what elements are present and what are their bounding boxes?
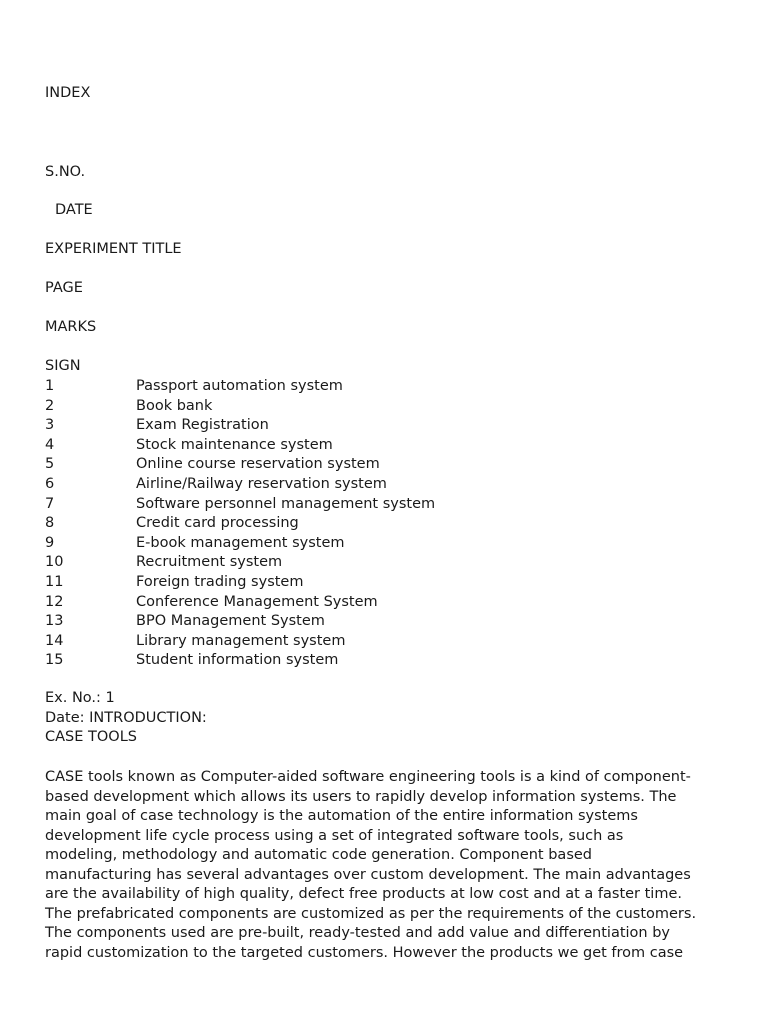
experiment-number: 13 xyxy=(45,613,64,630)
experiment-number: 5 xyxy=(45,456,55,473)
paragraph-line: The components used are pre-built, ready-tested and add value and differentiation by xyxy=(45,925,671,941)
experiment-title: Foreign trading system xyxy=(136,574,304,590)
paragraph-line: main goal of case technology is the automation of the entire information systems xyxy=(45,808,638,824)
header-experiment-title: EXPERIMENT TITLE xyxy=(45,241,182,257)
experiment-number: 6 xyxy=(45,476,55,492)
experiment-title: Library management system xyxy=(136,632,346,649)
experiment-title: Software personnel management system xyxy=(136,495,436,512)
experiment-number: 1 xyxy=(45,378,55,394)
experiment-title: Online course reservation system xyxy=(136,456,380,473)
experiment-number: 4 xyxy=(45,436,55,453)
experiment-number: 9 xyxy=(45,534,55,551)
paragraph-line: development life cycle process using a set of integrated software tools, such as xyxy=(45,827,624,844)
experiment-title: Airline/Railway reservation system xyxy=(136,476,387,492)
header-marks: MARKS xyxy=(45,319,97,335)
paragraph-line: manufacturing has several advantages over custom development. The main advantages xyxy=(45,866,691,883)
experiment-title: BPO Management System xyxy=(136,613,325,630)
exercise-heading: CASE TOOLS xyxy=(45,729,137,745)
experiment-title: Passport automation system xyxy=(136,378,343,394)
experiment-title: Credit card processing xyxy=(136,515,299,532)
experiment-title: Stock maintenance system xyxy=(136,436,333,453)
paragraph-line: are the availability of high quality, defect free products at low cost and at a faster time. xyxy=(45,886,682,902)
header-sno: S.NO. xyxy=(45,164,86,180)
paragraph-line: modeling, methodology and automatic code generation. Component based xyxy=(45,847,592,863)
index-title: INDEX xyxy=(45,85,91,101)
experiment-number: 3 xyxy=(45,417,55,434)
paragraph-line: based development which allows its users to rapidly develop information systems. The xyxy=(45,788,677,805)
exercise-date: Date: INTRODUCTION: xyxy=(45,710,207,726)
paragraph-line: rapid customization to the targeted customers. However the products we get from case xyxy=(45,944,684,961)
experiment-number: 8 xyxy=(45,515,55,532)
experiment-number: 10 xyxy=(45,554,64,571)
experiment-title: Recruitment system xyxy=(136,554,283,571)
experiment-title: Book bank xyxy=(136,397,213,414)
experiment-title: E-book management system xyxy=(136,534,345,551)
experiment-title: Conference Management System xyxy=(136,593,378,610)
experiment-number: 11 xyxy=(45,574,64,590)
experiment-number: 14 xyxy=(45,632,64,649)
experiment-number: 7 xyxy=(45,495,55,512)
header-sign: SIGN xyxy=(45,358,81,374)
experiment-number: 2 xyxy=(45,397,55,414)
header-date: DATE xyxy=(55,202,93,218)
header-page: PAGE xyxy=(45,280,83,296)
experiment-title: Exam Registration xyxy=(136,417,269,434)
exercise-number: Ex. No.: 1 xyxy=(45,690,115,706)
paragraph-line: The prefabricated components are customized as per the requirements of the customers. xyxy=(45,905,697,922)
intro-paragraph xyxy=(45,768,735,963)
experiment-number: 15 xyxy=(45,652,64,669)
experiment-number: 12 xyxy=(45,593,64,610)
paragraph-line: CASE tools known as Computer-aided software engineering tools is a kind of component- xyxy=(45,769,691,785)
experiment-title: Student information system xyxy=(136,652,339,669)
